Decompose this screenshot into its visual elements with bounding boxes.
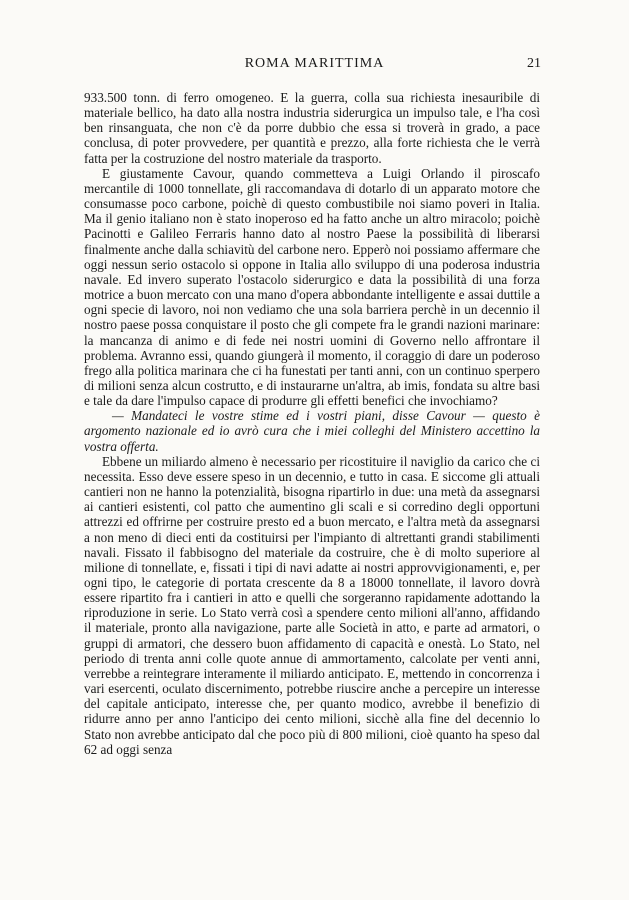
page-number: 21 <box>527 56 541 71</box>
quote-paragraph: — Mandateci le vostre stime ed i vostri piani, disse Cavour — questo è argomento nazionale ed io avrò cura che i miei colleghi del Ministero accettino la vostra offerta. <box>84 408 540 454</box>
running-head: ROMA MARITTIMA <box>244 56 385 71</box>
paragraph: Ebbene un miliardo almeno è necessario per ricostituire il naviglio da carico che ci necessita. Esso deve essere speso in un decennio, e tutto in casa. E siccome gli attuali cantieri non ne hanno la potenzialità, bisogna ripartirlo in due: una metà da assegnarsi ai cantieri esistenti, col patto che aumentino gli scali e si corredino degli opportuni attrezzi ed offrirne per costruire presto ed a buon mercato, e l'altra metà da assegnarsi a non meno di dieci enti da costituirsi per l'impianto di altrettanti grandi stabilimenti navali. Fissato il fabbisogno del materiale da costruire, che è di molto superiore al milione di tonnellate, e, fissati i tipi di navi adatte ai nostri approvvigionamenti, e, per ogni tipo, le categorie di portata crescente da 8 a 18000 tonnellate, il lavoro dovrà essere ripartito fra i cantieri in atto e quelli che sorgeranno rapidamente adottando la riproduzione in serie. Lo Stato verrà così a spendere cento milioni all'anno, affidando il materiale, pronto alla navigazione, parte alle Società in atto, e parte ad armatori, o gruppi di armatori, che dessero buon affidamento di capacità e onestà. Lo Stato, nel periodo di trenta anni colle quote annue di ammortamento, calcolate per venti anni, verrebbe a reintegrare interamente il miliardo anticipato. E, mettendo in concorrenza i vari esercenti, oculato discernimento, potrebbe riuscire anche a percepire un interesse del capitale anticipato, interesse che, per quanto modico, avrebbe il benefizio di ridurre anno per anno l'anticipo dei cento milioni, sicchè alla fine del decennio lo Stato non avrebbe anticipato dal che poco più di 800 milioni, cioè quanto ha speso dal 62 ad oggi senza <box>84 453 540 757</box>
body-text <box>84 90 540 757</box>
paragraph: E giustamente Cavour, quando commetteva a Luigi Orlando il piroscafo mercantile di 1000 tonnellate, gli raccomandava di dotarlo di un apparato motore che consumasse poco carbone, poichè di questo combustibile noi siamo poveri in Italia. Ma il genio italiano non è stato inoperoso ed ha fatto anche un altro miracolo; poichè Pacinotti e Galileo Ferraris hanno dato al nostro Paese la possibilità di liberarsi finalmente anche dalla schiavitù del carbone nero. Epperò noi possiamo affermare che oggi nessun serio ostacolo si oppone in Italia allo sviluppo di una poderosa industria navale. Ed invero superato l'ostacolo siderurgico e data la possibilità di una forza motrice a buon mercato con una mano d'opera abbondante intelligente e assai duttile a ogni specie di lavoro, noi non vediamo che una sola barriera perchè in un decennio il nostro paese possa conquistare il posto che gli compete fra le grandi nazioni marinare: la mancanza di animo e di fede nei nostri uomini di Governo nello affrontare il problema. Avranno essi, quando giungerà il momento, il coraggio di dare un poderoso frego alla politica marinara che ci ha funestati per tanti anni, con un continuo sperpero di milioni senza alcun costrutto, e di instaurarne un'altra, ab imis, fondata su altre basi e tale da dare l'impulso capace di produrre gli effetti benefici che invochiamo? <box>84 165 540 409</box>
paragraph: 933.500 tonn. di ferro omogeneo. E la guerra, colla sua richiesta inesauribile di materiale bellico, ha dato alla nostra industria siderurgica un impulso tale, e l'ha così ben rinsanguata, che non c'è da porre dubbio che essa si troverà in grado, a pace conclusa, di poter provvedere, per quantità e prezzo, alla forte richiesta che le verrà fatta per la costruzione del nostro materiale da trasporto. <box>84 90 540 166</box>
